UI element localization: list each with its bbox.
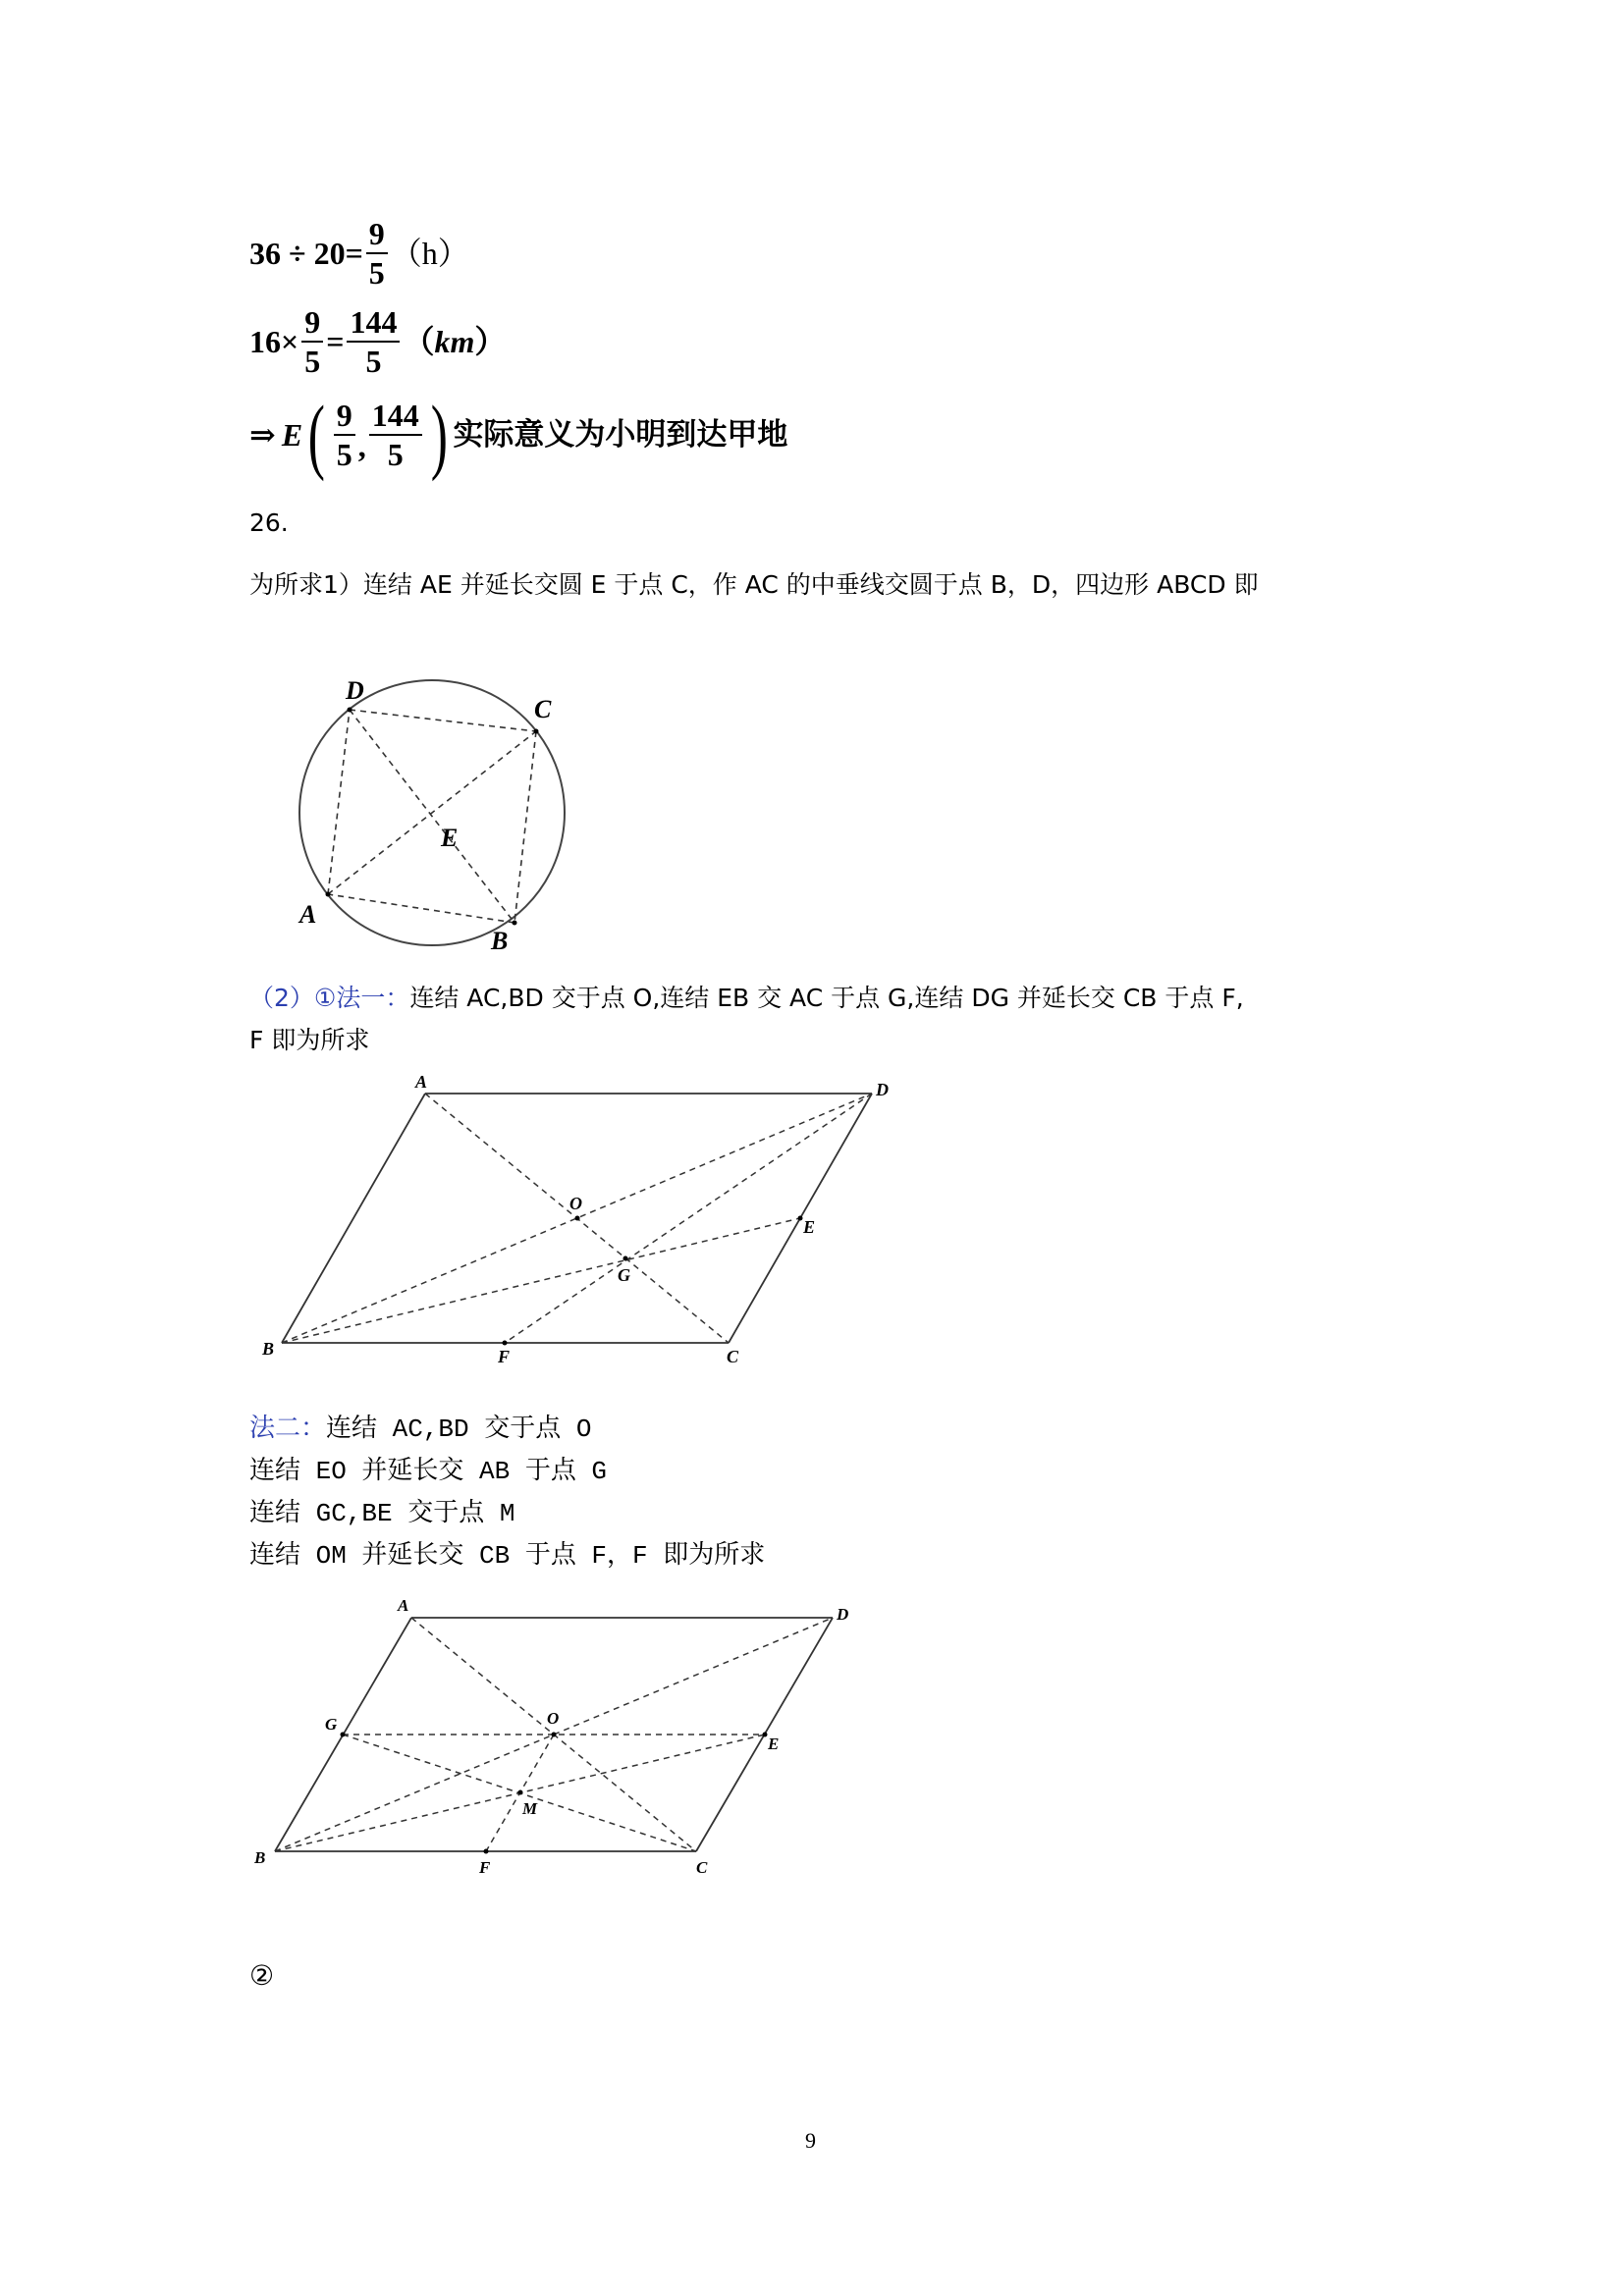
label-a: A <box>299 900 317 929</box>
segment-ac <box>328 731 536 894</box>
method2-prefix: 法二： <box>249 1415 327 1444</box>
part1-text: 为所求1）连结 AE 并延长交圆 E 于点 C，作 AC 的中垂线交圆于点 B，D，四边形 ABCD 即 <box>249 570 1259 599</box>
formula-line-3 <box>249 388 788 482</box>
formula-3-fraction-1 <box>334 400 355 470</box>
page-number: 9 <box>805 2128 816 2153</box>
segment-db <box>350 710 514 923</box>
part2-prefix: （2）①法一： <box>249 984 410 1012</box>
question-number: 26. <box>249 508 289 537</box>
figure-1-circle-diagram <box>275 663 599 967</box>
part2-line <box>249 979 1244 1014</box>
label-a: A <box>415 1072 428 1092</box>
label-d: D <box>876 1080 889 1099</box>
label-o: O <box>569 1194 582 1213</box>
formula-2-unit-open: （ <box>403 324 435 359</box>
formula-2-numerator-2: 144 <box>347 306 400 343</box>
formula-3-meaning: 实际意义为小明到达甲地 <box>453 416 788 453</box>
point-e-label: E <box>281 417 303 453</box>
label-f: F <box>498 1347 511 1366</box>
label-b: B <box>254 1848 266 1867</box>
formula-line-2 <box>249 306 506 377</box>
right-paren: ) <box>430 388 448 482</box>
segment-be <box>282 1218 800 1343</box>
segment-cb <box>514 731 536 923</box>
label-c: C <box>534 695 552 723</box>
method2-step-3: 连结 GC,BE 交于点 M <box>249 1499 515 1528</box>
label-o: O <box>547 1709 560 1728</box>
formula-1-denominator: 5 <box>368 255 385 291</box>
label-e: E <box>768 1735 780 1753</box>
label-d: D <box>837 1605 849 1624</box>
label-b: B <box>491 927 509 955</box>
part2-text: 连结 AC,BD 交于点 O,连结 EB 交 AC 于点 G,连结 DG 并延长交 CB 于点 F, <box>409 984 1244 1012</box>
label-g: G <box>325 1715 338 1734</box>
segment-df <box>505 1094 872 1343</box>
label-e: E <box>441 824 459 852</box>
formula-3-numerator-2: 144 <box>369 400 422 436</box>
formula-1-numerator: 9 <box>366 218 388 254</box>
formula-3-fraction-2 <box>369 400 422 470</box>
figure-3-parallelogram <box>245 1590 874 1885</box>
formula-2-lhs: 16× <box>249 324 299 359</box>
label-a: A <box>398 1596 409 1615</box>
method2-step-4: 连结 OM 并延长交 CB 于点 F，F 即为所求 <box>249 1541 766 1571</box>
formula-2-fraction-1 <box>301 306 323 377</box>
formula-3-denominator-2: 5 <box>387 437 404 472</box>
method2-step-2: 连结 EO 并延长交 AB 于点 G <box>249 1457 608 1486</box>
formula-line-1 <box>249 218 469 289</box>
formula-3-denominator-1: 5 <box>336 437 352 472</box>
segment-ba <box>328 894 514 923</box>
formula-2-fraction-2 <box>347 306 400 377</box>
label-d: D <box>346 676 364 705</box>
left-paren: ( <box>307 388 326 482</box>
segment-ad <box>328 710 350 894</box>
method2-line-1 <box>249 1408 591 1444</box>
formula-1-unit: （h） <box>390 236 469 271</box>
method2-step-1: 连结 AC,BD 交于点 O <box>326 1415 592 1444</box>
formula-2-equals: = <box>326 324 345 359</box>
formula-2-unit: km <box>434 324 475 359</box>
formula-1-fraction <box>366 218 388 289</box>
label-e: E <box>803 1217 816 1237</box>
label-c: C <box>727 1347 739 1366</box>
label-m: M <box>522 1799 538 1818</box>
figure-2-parallelogram <box>250 1065 908 1379</box>
segment-dc <box>350 710 536 731</box>
label-b: B <box>262 1339 275 1359</box>
circled-two: ② <box>249 1959 275 1992</box>
formula-3-numerator-1: 9 <box>334 400 355 436</box>
formula-2-numerator-1: 9 <box>301 306 323 343</box>
formula-2-denominator-1: 5 <box>304 344 321 379</box>
part2-text-2: F 即为所求 <box>249 1026 370 1054</box>
formula-2-unit-close: ） <box>474 324 507 359</box>
formula-1-lhs: 36 ÷ 20= <box>249 236 363 271</box>
formula-3-comma: , <box>357 428 366 463</box>
implies-arrow: ⇒ <box>249 417 276 453</box>
side-ba <box>282 1094 425 1343</box>
label-g: G <box>618 1265 630 1285</box>
label-c: C <box>696 1858 708 1877</box>
formula-2-denominator-2: 5 <box>365 344 382 379</box>
label-f: F <box>479 1858 491 1877</box>
